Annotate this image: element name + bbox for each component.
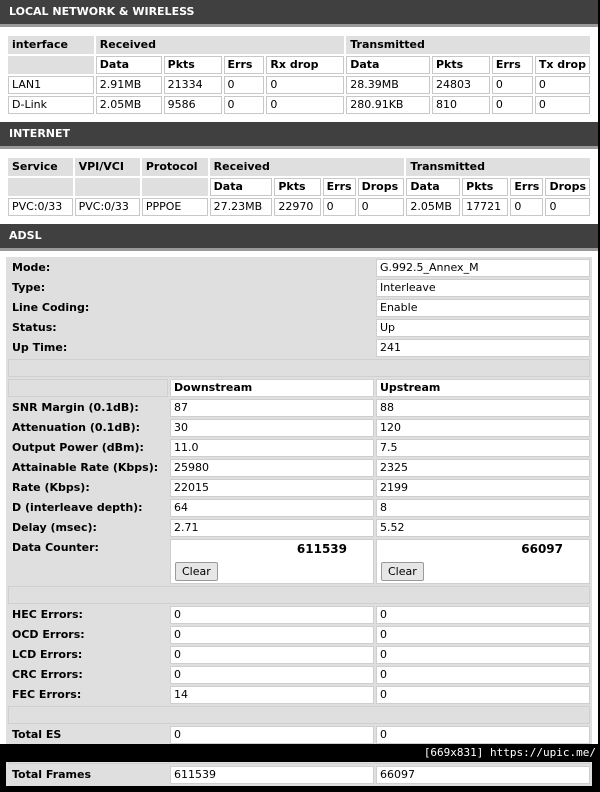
header-blank bbox=[142, 178, 208, 196]
info-row bbox=[8, 299, 590, 317]
data-counter-down-cell bbox=[170, 539, 374, 584]
cell: 0 bbox=[323, 198, 356, 216]
col-downstream: Downstream bbox=[170, 379, 374, 397]
error-row bbox=[8, 626, 590, 644]
error-down: 0 bbox=[170, 646, 374, 664]
cell: 0 bbox=[224, 96, 265, 114]
spacer-row bbox=[8, 359, 590, 377]
total-es-label: Total ES bbox=[8, 726, 168, 744]
lan-section bbox=[0, 27, 598, 122]
internet-section-header: INTERNET bbox=[0, 122, 598, 149]
interface-name: D-Link bbox=[8, 96, 94, 114]
info-label: Mode: bbox=[8, 259, 374, 277]
info-value: G.992.5_Annex_M bbox=[376, 259, 590, 277]
header-blank bbox=[8, 56, 94, 74]
internet-section bbox=[0, 149, 598, 224]
col-service: Service bbox=[8, 158, 73, 176]
internet-table bbox=[6, 156, 592, 218]
sub-tx-drops: Drops bbox=[545, 178, 590, 196]
info-label: Line Coding: bbox=[8, 299, 374, 317]
stat-down: 64 bbox=[170, 499, 374, 517]
stat-row bbox=[8, 439, 590, 457]
info-row bbox=[8, 259, 590, 277]
stat-up: 88 bbox=[376, 399, 590, 417]
adsl-section bbox=[0, 251, 598, 792]
info-value: 241 bbox=[376, 339, 590, 357]
table-row bbox=[8, 198, 590, 216]
data-counter-row bbox=[8, 539, 590, 584]
data-counter-down: 611539 bbox=[296, 542, 347, 556]
cell: 0 bbox=[266, 76, 344, 94]
header-blank bbox=[8, 379, 168, 397]
total-frames-down: 611539 bbox=[170, 766, 374, 784]
interface-name: LAN1 bbox=[8, 76, 94, 94]
vpi-cell: PVC:0/33 bbox=[75, 198, 140, 216]
info-row bbox=[8, 279, 590, 297]
total-frames-up: 66097 bbox=[376, 766, 590, 784]
cell: 27.23MB bbox=[210, 198, 273, 216]
stat-label: Delay (msec): bbox=[8, 519, 168, 537]
cell: 810 bbox=[432, 96, 490, 114]
error-up: 0 bbox=[376, 686, 590, 704]
error-label: LCD Errors: bbox=[8, 646, 168, 664]
info-label: Status: bbox=[8, 319, 374, 337]
error-up: 0 bbox=[376, 606, 590, 624]
error-label: HEC Errors: bbox=[8, 606, 168, 624]
table-row bbox=[8, 96, 590, 114]
header-blank bbox=[8, 178, 73, 196]
cell: 0 bbox=[535, 96, 590, 114]
stat-row bbox=[8, 459, 590, 477]
cell: 28.39MB bbox=[346, 76, 430, 94]
col-upstream: Upstream bbox=[376, 379, 590, 397]
total-es-row bbox=[8, 726, 590, 744]
footer-text: [669x831] https://upic.me/ bbox=[423, 746, 596, 759]
col-vpi-vci: VPI/VCI bbox=[75, 158, 140, 176]
data-counter-label: Data Counter: bbox=[8, 539, 168, 584]
error-row bbox=[8, 646, 590, 664]
image-host-footer bbox=[0, 744, 600, 762]
sub-rx-pkts: Pkts bbox=[164, 56, 222, 74]
total-frames-row bbox=[8, 766, 590, 784]
sub-rx-errs: Errs bbox=[323, 178, 356, 196]
sub-tx-drop: Tx drop bbox=[535, 56, 590, 74]
info-row bbox=[8, 339, 590, 357]
cell: 21334 bbox=[164, 76, 222, 94]
total-es-down: 0 bbox=[170, 726, 374, 744]
error-down: 14 bbox=[170, 686, 374, 704]
service-cell: PVC:0/33 bbox=[8, 198, 73, 216]
total-frames-label: Total Frames bbox=[8, 766, 168, 784]
cell: 22970 bbox=[274, 198, 320, 216]
stat-down: 87 bbox=[170, 399, 374, 417]
stat-row bbox=[8, 479, 590, 497]
stat-label: Attenuation (0.1dB): bbox=[8, 419, 168, 437]
sub-tx-pkts: Pkts bbox=[432, 56, 490, 74]
sub-tx-data: Data bbox=[406, 178, 460, 196]
error-row bbox=[8, 606, 590, 624]
cell: 0 bbox=[510, 198, 543, 216]
cell: 0 bbox=[492, 76, 533, 94]
cell: 9586 bbox=[164, 96, 222, 114]
data-counter-up: 66097 bbox=[521, 542, 563, 556]
stat-row bbox=[8, 419, 590, 437]
error-row bbox=[8, 686, 590, 704]
cell: 0 bbox=[266, 96, 344, 114]
sub-tx-errs: Errs bbox=[492, 56, 533, 74]
stat-up: 2199 bbox=[376, 479, 590, 497]
header-blank bbox=[75, 178, 140, 196]
table-row bbox=[8, 76, 590, 94]
cell: 2.05MB bbox=[406, 198, 460, 216]
cell: 0 bbox=[358, 198, 405, 216]
adsl-section-header: ADSL bbox=[0, 224, 598, 251]
col-transmitted: Transmitted bbox=[406, 158, 590, 176]
stat-row bbox=[8, 519, 590, 537]
total-es-up: 0 bbox=[376, 726, 590, 744]
stat-label: Attainable Rate (Kbps): bbox=[8, 459, 168, 477]
sub-rx-errs: Errs bbox=[224, 56, 265, 74]
error-up: 0 bbox=[376, 666, 590, 684]
sub-rx-data: Data bbox=[96, 56, 162, 74]
stat-label: D (interleave depth): bbox=[8, 499, 168, 517]
info-row bbox=[8, 319, 590, 337]
cell: 2.91MB bbox=[96, 76, 162, 94]
col-received: Received bbox=[96, 36, 344, 54]
stat-up: 2325 bbox=[376, 459, 590, 477]
info-label: Type: bbox=[8, 279, 374, 297]
stat-down: 11.0 bbox=[170, 439, 374, 457]
error-down: 0 bbox=[170, 626, 374, 644]
stat-label: SNR Margin (0.1dB): bbox=[8, 399, 168, 417]
stat-label: Rate (Kbps): bbox=[8, 479, 168, 497]
col-transmitted: Transmitted bbox=[346, 36, 590, 54]
col-received: Received bbox=[210, 158, 405, 176]
lan-table bbox=[6, 34, 592, 116]
clear-downstream-button[interactable]: Clear bbox=[175, 562, 218, 581]
error-up: 0 bbox=[376, 646, 590, 664]
error-down: 0 bbox=[170, 606, 374, 624]
stat-up: 7.5 bbox=[376, 439, 590, 457]
sub-rx-drop: Rx drop bbox=[266, 56, 344, 74]
cell: 0 bbox=[492, 96, 533, 114]
error-label: OCD Errors: bbox=[8, 626, 168, 644]
stat-up: 8 bbox=[376, 499, 590, 517]
cell: 24803 bbox=[432, 76, 490, 94]
stat-down: 30 bbox=[170, 419, 374, 437]
clear-upstream-button[interactable]: Clear bbox=[381, 562, 424, 581]
stat-up: 5.52 bbox=[376, 519, 590, 537]
error-up: 0 bbox=[376, 626, 590, 644]
stat-up: 120 bbox=[376, 419, 590, 437]
sub-tx-data: Data bbox=[346, 56, 430, 74]
lan-section-header: LOCAL NETWORK & WIRELESS bbox=[0, 0, 598, 27]
cell: 0 bbox=[535, 76, 590, 94]
error-label: FEC Errors: bbox=[8, 686, 168, 704]
sub-rx-pkts: Pkts bbox=[274, 178, 320, 196]
info-value: Up bbox=[376, 319, 590, 337]
data-counter-up-cell bbox=[376, 539, 590, 584]
col-interface: interface bbox=[8, 36, 94, 54]
stat-down: 2.71 bbox=[170, 519, 374, 537]
cell: 0 bbox=[224, 76, 265, 94]
info-value: Interleave bbox=[376, 279, 590, 297]
info-label: Up Time: bbox=[8, 339, 374, 357]
error-label: CRC Errors: bbox=[8, 666, 168, 684]
cell: 280.91KB bbox=[346, 96, 430, 114]
spacer-row bbox=[8, 706, 590, 724]
sub-rx-data: Data bbox=[210, 178, 273, 196]
error-down: 0 bbox=[170, 666, 374, 684]
adsl-table bbox=[6, 257, 592, 786]
stat-down: 25980 bbox=[170, 459, 374, 477]
cell: 2.05MB bbox=[96, 96, 162, 114]
stat-row bbox=[8, 399, 590, 417]
stat-row bbox=[8, 499, 590, 517]
sub-rx-drops: Drops bbox=[358, 178, 405, 196]
info-value: Enable bbox=[376, 299, 590, 317]
sub-tx-errs: Errs bbox=[510, 178, 543, 196]
error-row bbox=[8, 666, 590, 684]
cell: 0 bbox=[545, 198, 590, 216]
stat-down: 22015 bbox=[170, 479, 374, 497]
spacer-row bbox=[8, 586, 590, 604]
protocol-cell: PPPOE bbox=[142, 198, 208, 216]
col-protocol: Protocol bbox=[142, 158, 208, 176]
stat-label: Output Power (dBm): bbox=[8, 439, 168, 457]
sub-tx-pkts: Pkts bbox=[462, 178, 508, 196]
cell: 17721 bbox=[462, 198, 508, 216]
